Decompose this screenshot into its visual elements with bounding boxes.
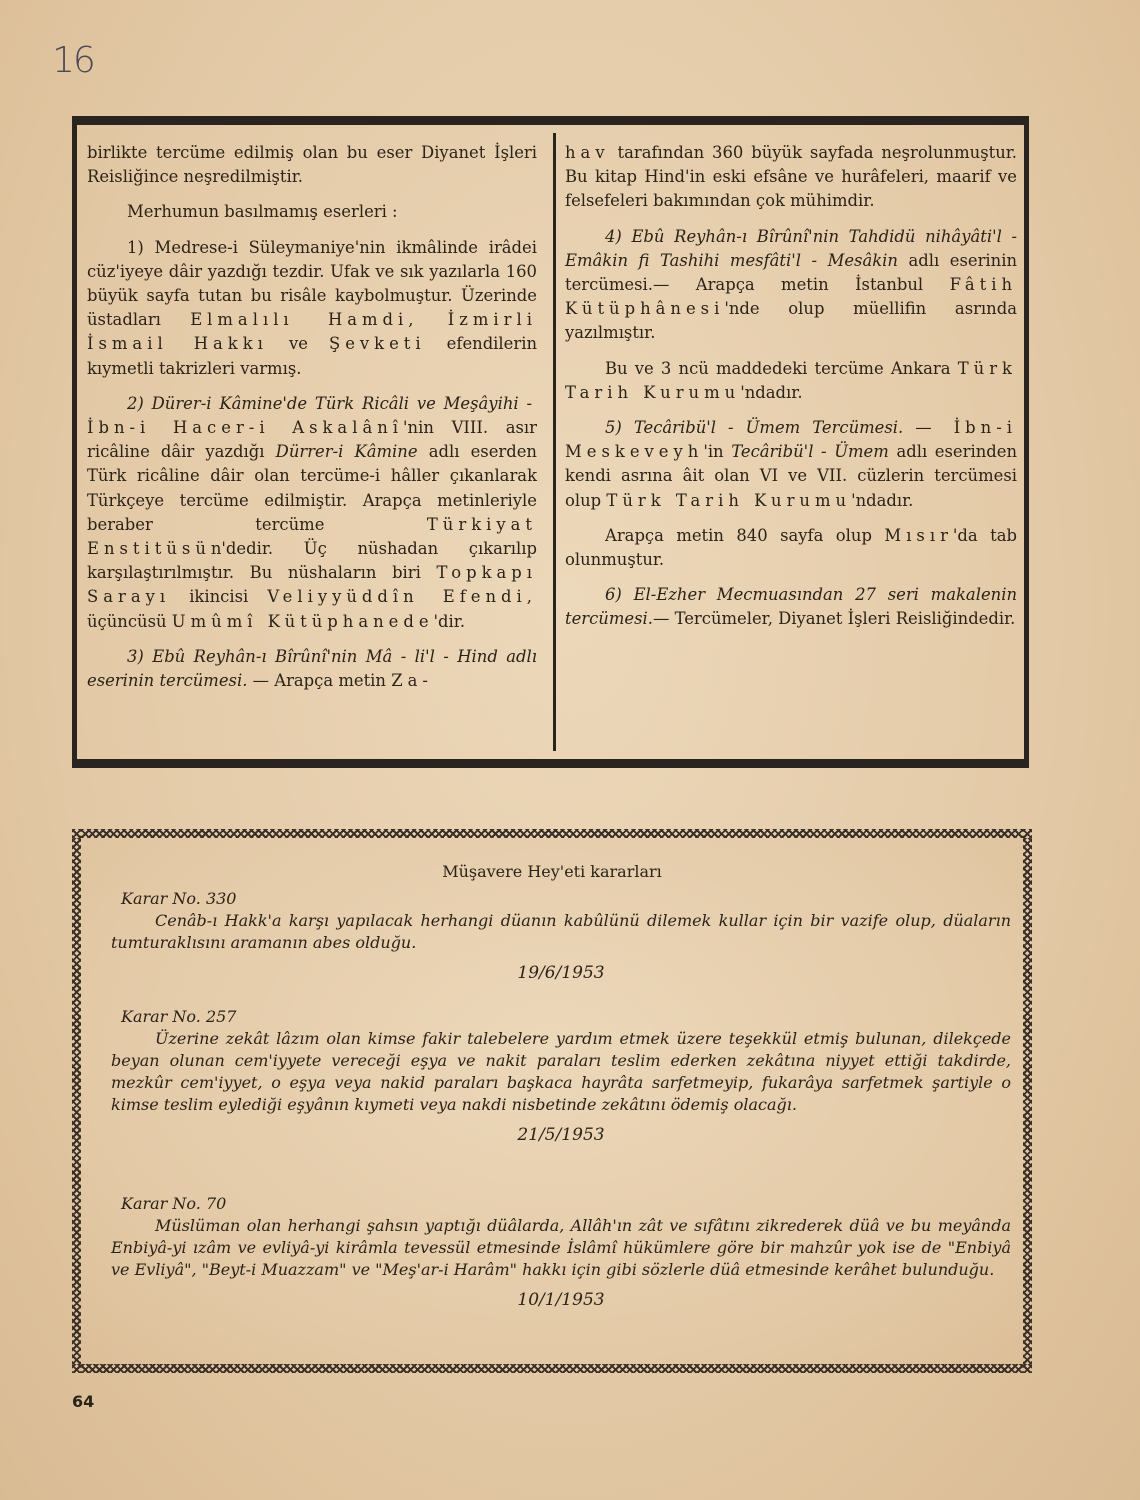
decision-date: 21/5/1953 (517, 1125, 605, 1145)
right-p5: Arapça metin 840 sayfa olup Mısır'da tab olunmuştur. (565, 525, 1017, 570)
right-p1: hav tarafından 360 büyük sayfada neşrolunmuştur. Bu kitap Hind'in eski efsâne ve hurâfeleri, maarif ve felsefeleri bakımından çok mühimdir. (565, 143, 1017, 211)
council-decisions-panel (81, 838, 1023, 1364)
bibliography-frame (72, 116, 1029, 768)
decision-330 (111, 888, 1011, 984)
left-p4: 2) Dürer-i Kâmine'de Türk Ricâli ve Meşâyihi - İbn-i Hacer-i Askalânî'nin VIII. asır ricâline dâir yazdığı Dürrer-i Kâmine adlı eserden Türk ricâline dâir olan tercüme-i hâller çıkanlarak Türkçeye tercüme edilmiştir. Arapça metinleriyle beraber tercüme Türkiyat Enstitüsün'dedir. Üç nüshadan çıkarılıp karşılaştırılmıştır. Bu nüshaların biri Topkapı Sarayı ikincisi Veliyyüddîn Efendi, üçüncüsü Umûmî Kütüphanede'dir. (87, 393, 538, 631)
left-p2: Merhumun basılmamış eserleri : (127, 202, 398, 222)
left-p3: 1) Medrese-i Süleymaniye'nin ikmâlinde irâdei cüz'iyeye dâir yazdığı tezdir. Ufak ve sık yazılarla 160 büyük sayfa tutan bu risâle kaybolmuştur. Üzerinde üstadları Elmalılı Hamdi, İzmirli İsmail Hakkı ve Şevketi efendilerin kıymetli takrizleri varmış. (87, 237, 538, 378)
decision-257 (111, 1006, 1011, 1146)
council-decisions-frame (72, 829, 1032, 1373)
right-p3: Bu ve 3 ncü maddedeki tercüme Ankara Türk Tarih Kurumu'ndadır. (565, 358, 1017, 402)
left-p1: birlikte tercüme edilmiş olan bu eser Diyanet İşleri Reisliğince neşredilmiştir. (87, 143, 537, 187)
decision-70 (111, 1193, 1011, 1311)
decision-title: Karar No. 330 (121, 889, 237, 908)
page-number: 64 (72, 1392, 95, 1411)
column-divider (553, 133, 556, 751)
left-p5: 3) Ebû Reyhân-ı Bîrûnî'nin Mâ - li'l - Hind adlı eserinin tercümesi. — Arapça metin Za- (87, 646, 537, 691)
right-p2: 4) Ebû Reyhân-ı Bîrûnî'nin Tahdidü nihâyâti'l - Emâkin fi Tashihi mesfâti'l - Mesâkin adlı eserinin tercümesi.— Arapça metin İstanbul Fâtih Kütüphânesi'nde olup müellifin asrında yazılmıştır. (565, 226, 1018, 343)
decision-text: Müslüman olan herhangi şahsın yaptığı düâlarda, Allâh'ın zât ve sıfâtını zikrederek düâ ve bu meyânda Enbiyâ-yi ızâm ve evliyâ-yi kirâmla tevessül etmesinde İslâmî hükümlere göre bir mahzûr yok ise de "Enbiyâ ve Evliyâ", "Beyt-i Muazzam" ve "Meş'ar-i Harâm" hakkı için gibi sözlerle düâ etmesinde kerâhet bulunduğu. (111, 1216, 1011, 1279)
decision-date: 10/1/1953 (517, 1290, 605, 1310)
decision-text: Üzerine zekât lâzım olan kimse fakir talebelere yardım etmek üzere teşekkül etmiş bulunan, dilekçede beyan olunan cem'iyyete vereceği eşya ve nakit paraları teslim ederken zekâtına niyyet ettiği takdirde, mezkûr cem'iyyet, o eşya veya nakid paraları başkaca hayrâta sarfetmeyip, fukarâya sarfetmek şartiyle o kimse teslim eylediği eşyânın kıymeti veya nakdi nisbetinde zekâtını ödemiş olacağı. (111, 1029, 1011, 1114)
right-column (565, 141, 1017, 643)
council-heading: Müşavere Hey'eti kararları (442, 862, 662, 881)
decision-title: Karar No. 257 (121, 1007, 237, 1026)
right-p6: 6) El-Ezher Mecmuasından 27 seri makalenin tercümesi.— Tercümeler, Diyanet İşleri Reisliğindedir. (565, 585, 1017, 629)
right-p4: 5) Tecâribü'l - Ümem Tercümesi. — İbn-i Meskeveyh'in Tecâribü'l - Ümem adlı eserinden kendi asrına âit olan VI ve VII. cüzlerin tercümesi olup Türk Tarih Kurumu'ndadır. (565, 418, 1017, 510)
left-column (87, 141, 537, 704)
decision-text: Cenâb-ı Hakk'a karşı yapılacak herhangi düanın kabûlünü dilemek kullar için bir vazife olup, düaların tumturaklısını aramanın abes olduğu. (111, 911, 1011, 952)
decision-title: Karar No. 70 (121, 1194, 227, 1213)
handwritten-page-mark: 16 (52, 40, 94, 81)
decision-date: 19/6/1953 (517, 963, 605, 983)
